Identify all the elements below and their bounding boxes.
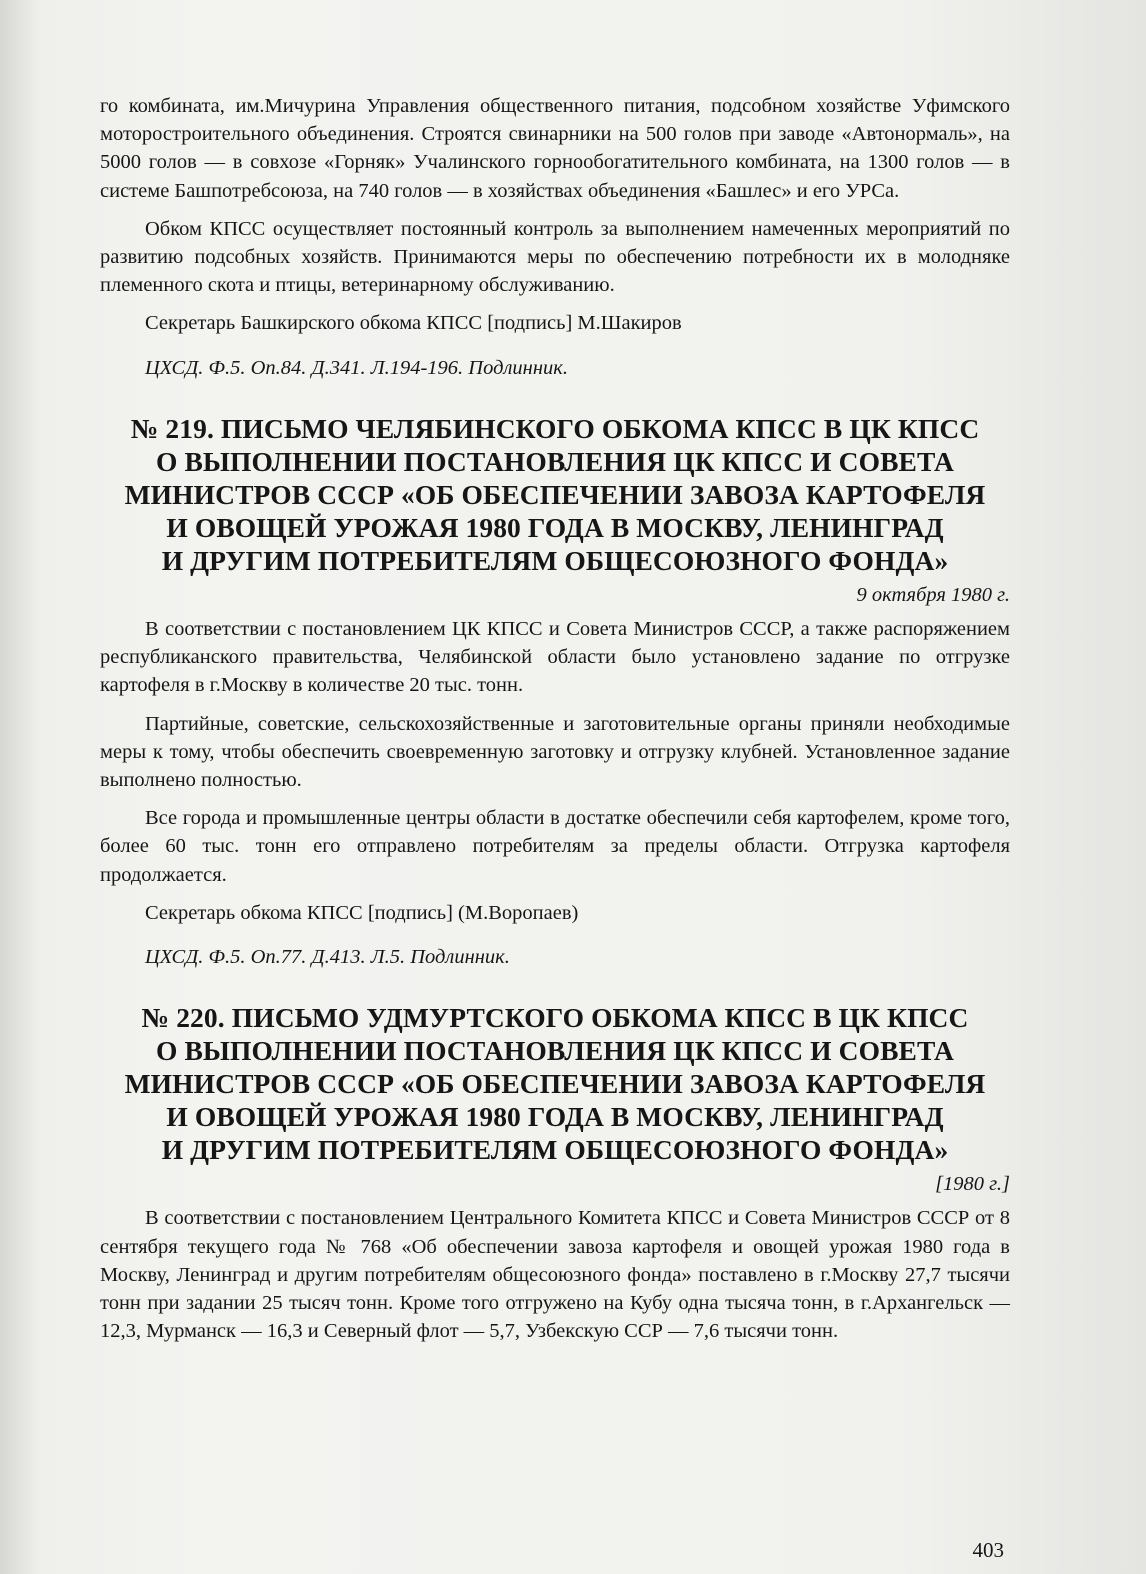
- title-line: МИНИСТРОВ СССР «ОБ ОБЕСПЕЧЕНИИ ЗАВОЗА КАРТОФЕЛЯ: [124, 478, 986, 510]
- page-number: 403: [972, 1538, 1004, 1562]
- continuation-paragraph-1: го комбината, им.Мичурина Управления общественного питания, подсобном хозяйстве Уфимского моторостроительного объединения. Строятся свинарники на 500 голов при заводе «Автонормаль», на 5000 голов — в совхозе «Горняк» Учалинского горнообогатительного комбината, на 1300 голов — в системе Башпотребсоюза, на 740 голов — в хозяйствах объединения «Башлес» и его УРСа.: [100, 95, 1010, 202]
- title-line: № 220. ПИСЬМО УДМУРТСКОГО ОБКОМА КПСС В ЦК КПСС: [141, 1002, 969, 1034]
- document-title: [100, 1001, 1010, 1166]
- title-line: МИНИСТРОВ СССР «ОБ ОБЕСПЕЧЕНИИ ЗАВОЗА КАРТОФЕЛЯ: [124, 1068, 986, 1100]
- title-line: И ДРУГИМ ПОТРЕБИТЕЛЯМ ОБЩЕСОЮЗНОГО ФОНДА»: [161, 544, 949, 576]
- document-219: [100, 412, 1010, 971]
- document-title: [100, 412, 1010, 577]
- signature: Секретарь Башкирского обкома КПСС [подпись] М.Шакиров: [145, 312, 682, 335]
- title-line: О ВЫПОЛНЕНИИ ПОСТАНОВЛЕНИЯ ЦК КПСС И СОВЕТА: [156, 1035, 954, 1067]
- paragraph-2: Партийные, советские, сельскохозяйственные и заготовительные органы приняли необходимые меры к тому, чтобы обеспечить своевременную заготовку и отгрузку клубней. Установленное задание выполнено полностью.: [100, 712, 1010, 792]
- page-content: [100, 92, 1010, 1355]
- title-line: О ВЫПОЛНЕНИИ ПОСТАНОВЛЕНИЯ ЦК КПСС И СОВЕТА: [156, 445, 954, 477]
- title-line: И ОВОЩЕЙ УРОЖАЯ 1980 ГОДА В МОСКВУ, ЛЕНИНГРАД: [166, 511, 944, 543]
- title-line: И ДРУГИМ ПОТРЕБИТЕЛЯМ ОБЩЕСОЮЗНОГО ФОНДА»: [161, 1134, 949, 1166]
- document-date: [1980 г.]: [935, 1173, 1010, 1196]
- paragraph-1: В соответствии с постановлением ЦК КПСС и Совета Министров СССР, а также распоряжением республиканского правительства, Челябинской области было установлено задание по отгрузке картофеля в г.Москву в количестве 20 тыс. тонн.: [100, 618, 1010, 697]
- paragraph-1: В соответствии с постановлением Центрального Комитета КПСС и Совета Министров СССР от 8 сентября текущего года № 768 «Об обеспечении завоза картофеля и овощей урожая 1980 года в Москву, Ленинград и другим потребителям общесоюзного фонда» поставлено в г.Москву 27,7 тысячи тонн при задании 25 тысяч тонн. Кроме того отгружено на Кубу одна тысяча тонн, в г.Архангельск — 12,3, Мурманск — 16,3 и Северный флот — 5,7, Узбекскую ССР — 7,6 тысячи тонн.: [100, 1207, 1010, 1343]
- signature: Секретарь обкома КПСС [подпись] (М.Воропаев): [145, 901, 579, 924]
- previous-document-continuation: [100, 92, 1010, 382]
- paragraph-3: Все города и промышленные центры области в достатке обеспечили себя картофелем, кроме того, более 60 тыс. тонн его отправлено потребителям за пределы области. Отгрузка картофеля продолжается.: [100, 807, 1010, 886]
- title-line: № 219. ПИСЬМО ЧЕЛЯБИНСКОГО ОБКОМА КПСС В ЦК КПСС: [130, 412, 980, 444]
- document-date: 9 октября 1980 г.: [856, 583, 1010, 606]
- continuation-paragraph-2: Обком КПСС осуществляет постоянный контроль за выполнением намеченных мероприятий по развитию подсобных хозяйств. Принимаются меры по обеспечению потребности их в молодняке племенного скота и птицы, ветеринарному обслуживанию.: [100, 217, 1010, 297]
- document-220: [100, 1001, 1010, 1345]
- title-line: И ОВОЩЕЙ УРОЖАЯ 1980 ГОДА В МОСКВУ, ЛЕНИНГРАД: [166, 1101, 944, 1133]
- archive-reference: ЦХСД. Ф.5. Оп.84. Д.341. Л.194-196. Подлинник.: [145, 356, 568, 379]
- archive-reference: ЦХСД. Ф.5. Оп.77. Д.413. Л.5. Подлинник.: [145, 946, 510, 969]
